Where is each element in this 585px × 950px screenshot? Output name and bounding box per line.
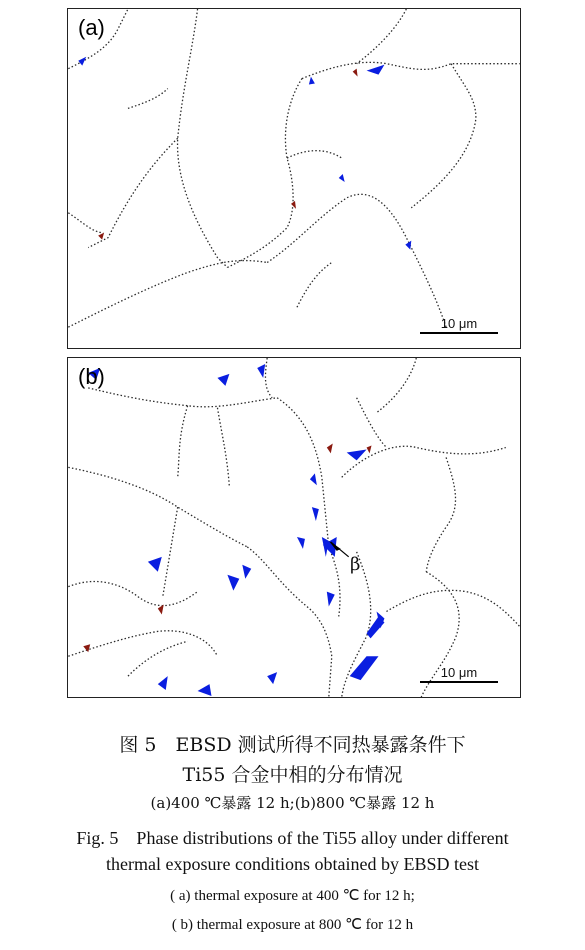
caption-en-subtitle-a: ( a) thermal exposure at 400 ℃ for 12 h; [170,888,415,904]
scale-bar-a [420,316,498,334]
scale-bar-label-a: 10 μm [440,316,478,331]
grain-boundary-map-a [68,9,520,348]
scale-bar-line-b [420,681,498,683]
caption-en-title-line1: Fig. 5 Phase distributions of the Ti55 alloy under different [76,828,509,848]
scale-bar-b [420,665,498,683]
scale-bar-line-a [420,332,498,334]
caption-cn-title-line2: Ti55 合金中相的分布情况 [182,764,403,786]
caption-cn-title-line1: 图 5 EBSD 测试所得不同热暴露条件下 [119,734,466,756]
caption-en-subtitle-b: ( b) thermal exposure at 800 ℃ for 12 h [171,917,414,933]
ebsd-map-a [67,8,521,349]
panel-label-b: (b) [78,364,105,389]
scale-bar-label-b: 10 μm [440,665,478,680]
ebsd-map-b [67,357,521,698]
caption-cn-subtitle: (a)400 ℃暴露 12 h;(b)800 ℃暴露 12 h [150,794,435,812]
caption-en-title-line2: thermal exposure conditions obtained by EBSD test [106,854,479,874]
grain-boundary-map-b [68,358,520,697]
beta-phase-annotation: β [350,554,361,575]
panel-label-a: (a) [78,15,105,40]
